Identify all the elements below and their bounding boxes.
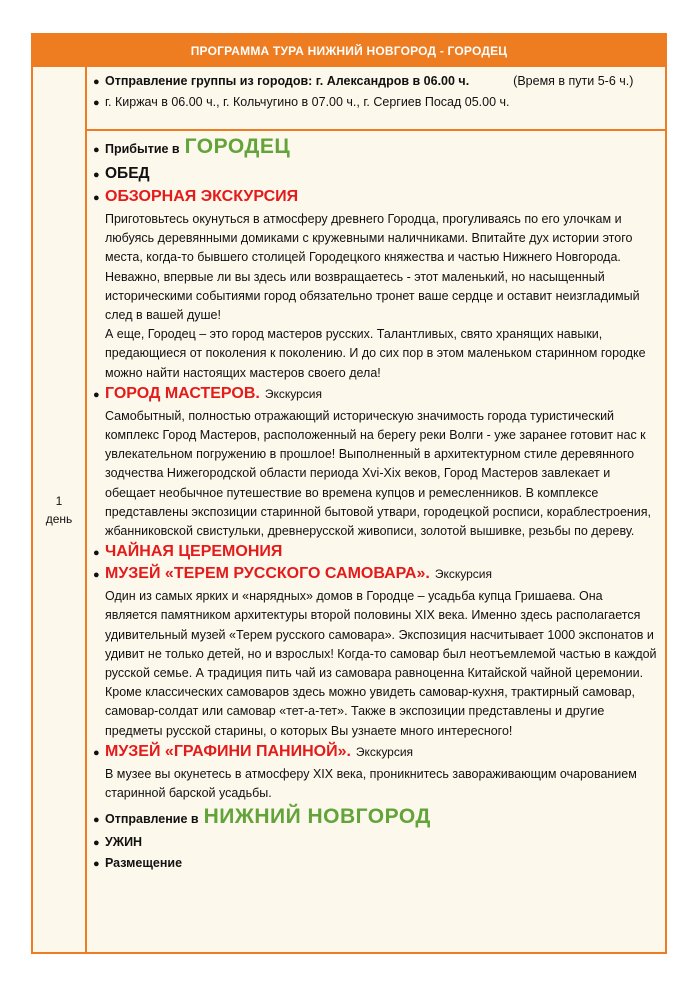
arrival-prefix: Прибытие в	[105, 142, 180, 156]
tea-title: ЧАЙНАЯ ЦЕРЕМОНИЯ	[105, 543, 283, 561]
panina-title: МУЗЕЙ «ГРАФИНИ ПАНИНОЙ».	[105, 742, 351, 760]
samovar-item	[93, 565, 657, 587]
bullet-icon: ●	[93, 144, 100, 156]
arrival-item	[93, 135, 657, 165]
overview-item	[93, 188, 657, 210]
day-number: 1	[55, 493, 63, 508]
arrival-city: ГОРОДЕЦ	[184, 135, 291, 158]
panina-text: В музее вы окунетесь в атмосферу XIX века, проникнитесь завораживающим очарованием старинной барской усадьбы.	[105, 766, 637, 801]
day-label	[46, 492, 73, 528]
departure-cities-item	[93, 95, 665, 116]
masters-suffix: Экскурсия	[264, 386, 322, 401]
departure-cities: г. Киржач в 06.00 ч., г. Кольчугино в 07.00 ч., г. Сергиев Посад 05.00 ч.	[105, 95, 510, 109]
bullet-icon: ●	[93, 169, 100, 181]
bullet-icon: ●	[93, 76, 100, 88]
program-title: ПРОГРАММА ТУРА НИЖНИЙ НОВГОРОД - ГОРОДЕЦ	[33, 35, 665, 67]
dinner-label: УЖИН	[105, 835, 143, 850]
masters-item	[93, 385, 657, 407]
bullet-icon: ●	[93, 569, 100, 582]
bullet-icon: ●	[93, 746, 100, 759]
itinerary-section	[87, 131, 665, 876]
lunch-label: ОБЕД	[105, 165, 150, 182]
day-column	[33, 67, 87, 952]
lodging-item	[93, 856, 657, 876]
departure-section	[87, 67, 665, 131]
program-content	[87, 67, 665, 952]
program-table	[31, 33, 667, 954]
bullet-icon: ●	[93, 547, 100, 560]
overview-title: ОБЗОРНАЯ ЭКСКУРСИЯ	[105, 188, 299, 205]
bullet-icon: ●	[93, 388, 100, 401]
tea-item	[93, 543, 657, 565]
bullet-icon: ●	[93, 97, 100, 109]
samovar-suffix: Экскурсия	[434, 567, 492, 582]
bullet-icon: ●	[93, 858, 100, 871]
departure-nn-prefix: Отправление в	[105, 812, 199, 827]
departure-main: Отправление группы из городов: г. Александров в 06.00 ч.	[105, 74, 470, 88]
masters-text: Самобытный, полностью отражающий историческую значимость города туристический комплекс Город Мастеров, расположенный на берегу реки Волги - уже заранее готовит нас к увлекательном погружению в прошлое! Выполненный в архитектурном стиле деревянного зодчества Нижегородской области периода Xvi-Xix веков, Город Мастеров завлекает и обещает необычное путешествие во времена купцов и ремесленников. В комплексе представлены экспозиции старинной бытовой утвари, городецкой росписи, кораблестроения, жбанниковской свистульки, древнерусской живописи, золотой вышивке, резьбы по дереву.	[105, 408, 652, 539]
samovar-text: Один из самых ярких и «нарядных» домов в Городце – усадьба купца Гришаева. Она является памятником архитектуры второй половины XIX века. Именно здесь располагается удивительный музей «Терем русского самовара». Экспозиция насчитывает 1000 экспонатов и удивит не только детей, но и взрослых! Когда-то самовар был неотъемлемой частью в каждой русской семье. А традиция пить чай из самовара равноценна Китайской чайной церемонии. Кроме классических самоваров здесь можно увидеть самовар-кухня, трактирный самовар, самовар-солдат или самовар «тет-а-тет». Также в экспозиции представлены и другие предметы русской старины, о которых Вы узнаете много интересного!	[105, 589, 657, 738]
bullet-icon: ●	[93, 837, 100, 850]
samovar-title: МУЗЕЙ «ТЕРЕМ РУССКОГО САМОВАРА».	[105, 565, 430, 583]
bullet-icon: ●	[93, 192, 100, 204]
bullet-icon: ●	[93, 814, 100, 827]
lodging-label: Размещение	[105, 856, 183, 871]
overview-text-1: Приготовьтесь окунуться в атмосферу древнего Городца, прогуливаясь по его улочкам и любуясь деревянными домиками с кружевными наличниками. Впитайте дух истории этого места, когда-то бывшего столицей Городецкого княжества и частью Нижнего Новгорода. Неважно, впервые ли вы здесь или возвращаетесь - этот маленький, но насыщенный историческими событиями город обязательно тронет ваше сердце и оставит неизгладимый след в вашей душе!	[105, 212, 640, 323]
departure-nn-item	[93, 805, 657, 835]
masters-title: ГОРОД МАСТЕРОВ.	[105, 384, 260, 402]
panina-item	[93, 743, 657, 765]
travel-time: (Время в пути 5-6 ч.)	[513, 74, 634, 88]
overview-text-2: А еще, Городец – это город мастеров русских. Талантливых, свято хранящих навыки, предающиеся от поколения к поколению. И до сих пор в этом маленьком старинном городке можно найти настоящих мастеров своего дела!	[105, 327, 646, 380]
departure-item	[93, 74, 665, 95]
departure-nn-city: НИЖНИЙ НОВГОРОД	[203, 805, 431, 829]
day-word: день	[45, 511, 73, 526]
panina-suffix: Экскурсия	[355, 744, 414, 759]
lunch-item	[93, 165, 657, 188]
dinner-item	[93, 835, 657, 856]
